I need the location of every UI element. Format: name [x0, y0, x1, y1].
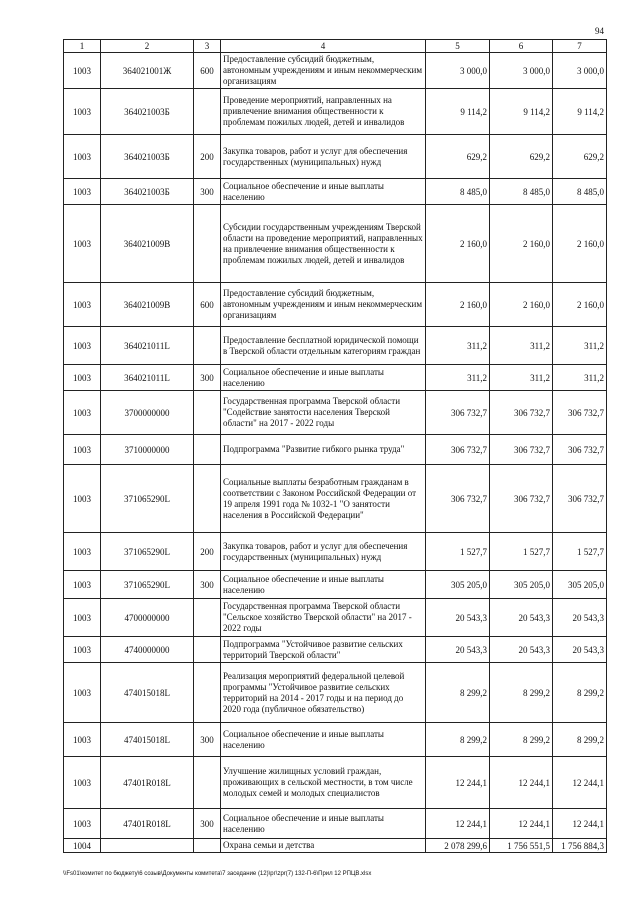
- amount-col5: 311,2: [426, 365, 490, 391]
- target-code: 474015018L: [101, 723, 194, 757]
- amount-col5: 8 299,2: [426, 723, 490, 757]
- column-header: 2: [101, 40, 194, 53]
- amount-col6: 311,2: [490, 365, 553, 391]
- table-row: [64, 465, 607, 533]
- section-code: 1003: [64, 283, 101, 327]
- item-name: Охрана семьи и детства: [221, 839, 426, 853]
- item-name: Социальное обеспечение и иные выплаты населению: [221, 571, 426, 599]
- section-code: 1003: [64, 327, 101, 365]
- item-name: Закупка товаров, работ и услуг для обеспечения государственных (муниципальных) нужд: [221, 533, 426, 571]
- item-name: Социальное обеспечение и иные выплаты населению: [221, 723, 426, 757]
- amount-col6: 306 732,7: [490, 391, 553, 435]
- expense-type: 300: [194, 571, 221, 599]
- amount-col6: 8 299,2: [490, 663, 553, 723]
- target-code: 364021003Б: [101, 89, 194, 135]
- target-code: 364021001Ж: [101, 53, 194, 89]
- section-code: 1003: [64, 599, 101, 637]
- expense-type: 300: [194, 809, 221, 839]
- amount-col6: 311,2: [490, 327, 553, 365]
- expense-type: 200: [194, 135, 221, 179]
- amount-col6: 3 000,0: [490, 53, 553, 89]
- target-code: 364021009В: [101, 205, 194, 283]
- amount-col6: 2 160,0: [490, 283, 553, 327]
- amount-col7: 20 543,3: [553, 637, 607, 663]
- amount-col6: 9 114,2: [490, 89, 553, 135]
- amount-col5: 629,2: [426, 135, 490, 179]
- expense-type: [194, 757, 221, 809]
- target-code: 364021009В: [101, 283, 194, 327]
- item-name: Закупка товаров, работ и услуг для обеспечения государственных (муниципальных) нужд: [221, 135, 426, 179]
- amount-col7: 311,2: [553, 365, 607, 391]
- expense-type: 200: [194, 533, 221, 571]
- item-name: Государственная программа Тверской области "Сельское хозяйство Тверской области" на 2017 - 2022 годы: [221, 599, 426, 637]
- amount-col7: 306 732,7: [553, 465, 607, 533]
- table-header-row: [64, 40, 607, 53]
- amount-col5: 1 527,7: [426, 533, 490, 571]
- amount-col5: 305 205,0: [426, 571, 490, 599]
- amount-col7: 311,2: [553, 327, 607, 365]
- amount-col5: 306 732,7: [426, 435, 490, 465]
- amount-col5: 3 000,0: [426, 53, 490, 89]
- target-code: 4700000000: [101, 599, 194, 637]
- amount-col6: 1 756 551,5: [490, 839, 553, 853]
- table-row: [64, 135, 607, 179]
- item-name: Подпрограмма "Развитие гибкого рынка труда": [221, 435, 426, 465]
- item-name: Субсидии государственным учреждениям Тверской области на проведение мероприятий, направленных на привлечение внимания общественности к проблемам пожилых людей, детей и инвалидов: [221, 205, 426, 283]
- item-name: Улучшение жилищных условий граждан, проживающих в сельской местности, в том числе молодых семей и молодых специалистов: [221, 757, 426, 809]
- item-name: Предоставление субсидий бюджетным, автономным учреждениям и иным некоммерческим организациям: [221, 283, 426, 327]
- amount-col7: 8 299,2: [553, 723, 607, 757]
- column-header: 3: [194, 40, 221, 53]
- amount-col6: 8 299,2: [490, 723, 553, 757]
- table-row: [64, 533, 607, 571]
- expense-type: [194, 435, 221, 465]
- expense-type: [194, 465, 221, 533]
- item-name: Реализация мероприятий федеральной целевой программы "Устойчивое развитие сельских территорий на 2014 - 2017 годы и на период до 2020 года (публичное обязательство): [221, 663, 426, 723]
- expense-type: [194, 205, 221, 283]
- amount-col7: 629,2: [553, 135, 607, 179]
- amount-col7: 12 244,1: [553, 809, 607, 839]
- item-name: Социальное обеспечение и иные выплаты населению: [221, 179, 426, 205]
- section-code: 1003: [64, 465, 101, 533]
- expense-type: [194, 839, 221, 853]
- table-row: [64, 809, 607, 839]
- section-code: 1004: [64, 839, 101, 853]
- amount-col6: 20 543,3: [490, 599, 553, 637]
- amount-col7: 12 244,1: [553, 757, 607, 809]
- item-name: Социальное обеспечение и иные выплаты населению: [221, 809, 426, 839]
- section-code: 1003: [64, 135, 101, 179]
- item-name: Государственная программа Тверской области "Содействие занятости населения Тверской области" на 2017 - 2022 годы: [221, 391, 426, 435]
- page-number: 94: [595, 26, 604, 36]
- target-code: 364021003Б: [101, 179, 194, 205]
- table-row: [64, 723, 607, 757]
- amount-col7: 8 299,2: [553, 663, 607, 723]
- expense-type: 600: [194, 53, 221, 89]
- section-code: 1003: [64, 89, 101, 135]
- amount-col6: 629,2: [490, 135, 553, 179]
- amount-col7: 1 527,7: [553, 533, 607, 571]
- item-name: Подпрограмма "Устойчивое развитие сельских территорий Тверской области": [221, 637, 426, 663]
- column-header: 7: [553, 40, 607, 53]
- section-code: 1003: [64, 53, 101, 89]
- section-code: 1003: [64, 757, 101, 809]
- amount-col5: 12 244,1: [426, 809, 490, 839]
- amount-col7: 306 732,7: [553, 435, 607, 465]
- section-code: 1003: [64, 723, 101, 757]
- amount-col5: 2 160,0: [426, 283, 490, 327]
- expense-type: [194, 663, 221, 723]
- section-code: 1003: [64, 365, 101, 391]
- expense-type: [194, 599, 221, 637]
- section-code: 1003: [64, 663, 101, 723]
- amount-col6: 12 244,1: [490, 809, 553, 839]
- item-name: Проведение мероприятий, направленных на привлечение внимания общественности к проблемам пожилых людей, детей и инвалидов: [221, 89, 426, 135]
- section-code: 1003: [64, 571, 101, 599]
- amount-col5: 20 543,3: [426, 637, 490, 663]
- target-code: 364021011L: [101, 327, 194, 365]
- target-code: 364021003Б: [101, 135, 194, 179]
- expense-type: 600: [194, 283, 221, 327]
- section-code: 1003: [64, 179, 101, 205]
- table-row: [64, 571, 607, 599]
- item-name: Предоставление субсидий бюджетным, автономным учреждениям и иным некоммерческим организациям: [221, 53, 426, 89]
- target-code: 371065290L: [101, 571, 194, 599]
- amount-col7: 8 485,0: [553, 179, 607, 205]
- amount-col5: 306 732,7: [426, 391, 490, 435]
- amount-col6: 20 543,3: [490, 637, 553, 663]
- amount-col7: 9 114,2: [553, 89, 607, 135]
- amount-col5: 2 078 299,6: [426, 839, 490, 853]
- target-code: 4740000000: [101, 637, 194, 663]
- target-code: 3710000000: [101, 435, 194, 465]
- amount-col5: 2 160,0: [426, 205, 490, 283]
- column-header: 1: [64, 40, 101, 53]
- target-code: 47401R018L: [101, 809, 194, 839]
- amount-col6: 8 485,0: [490, 179, 553, 205]
- table-row: [64, 663, 607, 723]
- amount-col5: 306 732,7: [426, 465, 490, 533]
- amount-col5: 8 299,2: [426, 663, 490, 723]
- target-code: 3700000000: [101, 391, 194, 435]
- amount-col6: 1 527,7: [490, 533, 553, 571]
- section-code: 1003: [64, 637, 101, 663]
- table-row: [64, 283, 607, 327]
- table-row: [64, 53, 607, 89]
- section-code: 1003: [64, 391, 101, 435]
- target-code: 364021011L: [101, 365, 194, 391]
- table-row: [64, 839, 607, 853]
- footer-file-path: \\Fs01\комитет по бюджету\6 созыв\Документы комитета\7 заседание (12)\рг\zpr(7) 132-П-6\Прил 12 РПЦВ.xlsx: [63, 871, 372, 877]
- expense-type: 300: [194, 179, 221, 205]
- column-header: 4: [221, 40, 426, 53]
- target-code: [101, 839, 194, 853]
- amount-col6: 12 244,1: [490, 757, 553, 809]
- expense-type: [194, 637, 221, 663]
- table-row: [64, 391, 607, 435]
- amount-col7: 20 543,3: [553, 599, 607, 637]
- expense-type: [194, 89, 221, 135]
- target-code: 47401R018L: [101, 757, 194, 809]
- amount-col7: 1 756 884,3: [553, 839, 607, 853]
- amount-col5: 9 114,2: [426, 89, 490, 135]
- item-name: Предоставление бесплатной юридической помощи в Тверской области отдельным категориям граждан: [221, 327, 426, 365]
- amount-col6: 2 160,0: [490, 205, 553, 283]
- amount-col7: 305 205,0: [553, 571, 607, 599]
- table-row: [64, 327, 607, 365]
- table-row: [64, 365, 607, 391]
- amount-col7: 2 160,0: [553, 205, 607, 283]
- table-row: [64, 89, 607, 135]
- amount-col7: 2 160,0: [553, 283, 607, 327]
- target-code: 474015018L: [101, 663, 194, 723]
- amount-col7: 306 732,7: [553, 391, 607, 435]
- section-code: 1003: [64, 809, 101, 839]
- target-code: 371065290L: [101, 465, 194, 533]
- amount-col5: 20 543,3: [426, 599, 490, 637]
- section-code: 1003: [64, 435, 101, 465]
- item-name: Социальное обеспечение и иные выплаты населению: [221, 365, 426, 391]
- amount-col5: 12 244,1: [426, 757, 490, 809]
- expense-type: 300: [194, 723, 221, 757]
- target-code: 371065290L: [101, 533, 194, 571]
- item-name: Социальные выплаты безработным гражданам в соответствии с Законом Российской Федерации от 19 апреля 1991 года № 1032-1 "О занятости населения в Российской Федерации": [221, 465, 426, 533]
- expense-type: [194, 391, 221, 435]
- expense-type: 300: [194, 365, 221, 391]
- amount-col6: 306 732,7: [490, 435, 553, 465]
- table-row: [64, 757, 607, 809]
- budget-table: [63, 39, 607, 853]
- column-header: 6: [490, 40, 553, 53]
- amount-col6: 305 205,0: [490, 571, 553, 599]
- table-row: [64, 637, 607, 663]
- section-code: 1003: [64, 205, 101, 283]
- expense-type: [194, 327, 221, 365]
- amount-col7: 3 000,0: [553, 53, 607, 89]
- table-row: [64, 179, 607, 205]
- section-code: 1003: [64, 533, 101, 571]
- column-header: 5: [426, 40, 490, 53]
- amount-col6: 306 732,7: [490, 465, 553, 533]
- table-row: [64, 435, 607, 465]
- amount-col5: 8 485,0: [426, 179, 490, 205]
- table-row: [64, 205, 607, 283]
- table-row: [64, 599, 607, 637]
- amount-col5: 311,2: [426, 327, 490, 365]
